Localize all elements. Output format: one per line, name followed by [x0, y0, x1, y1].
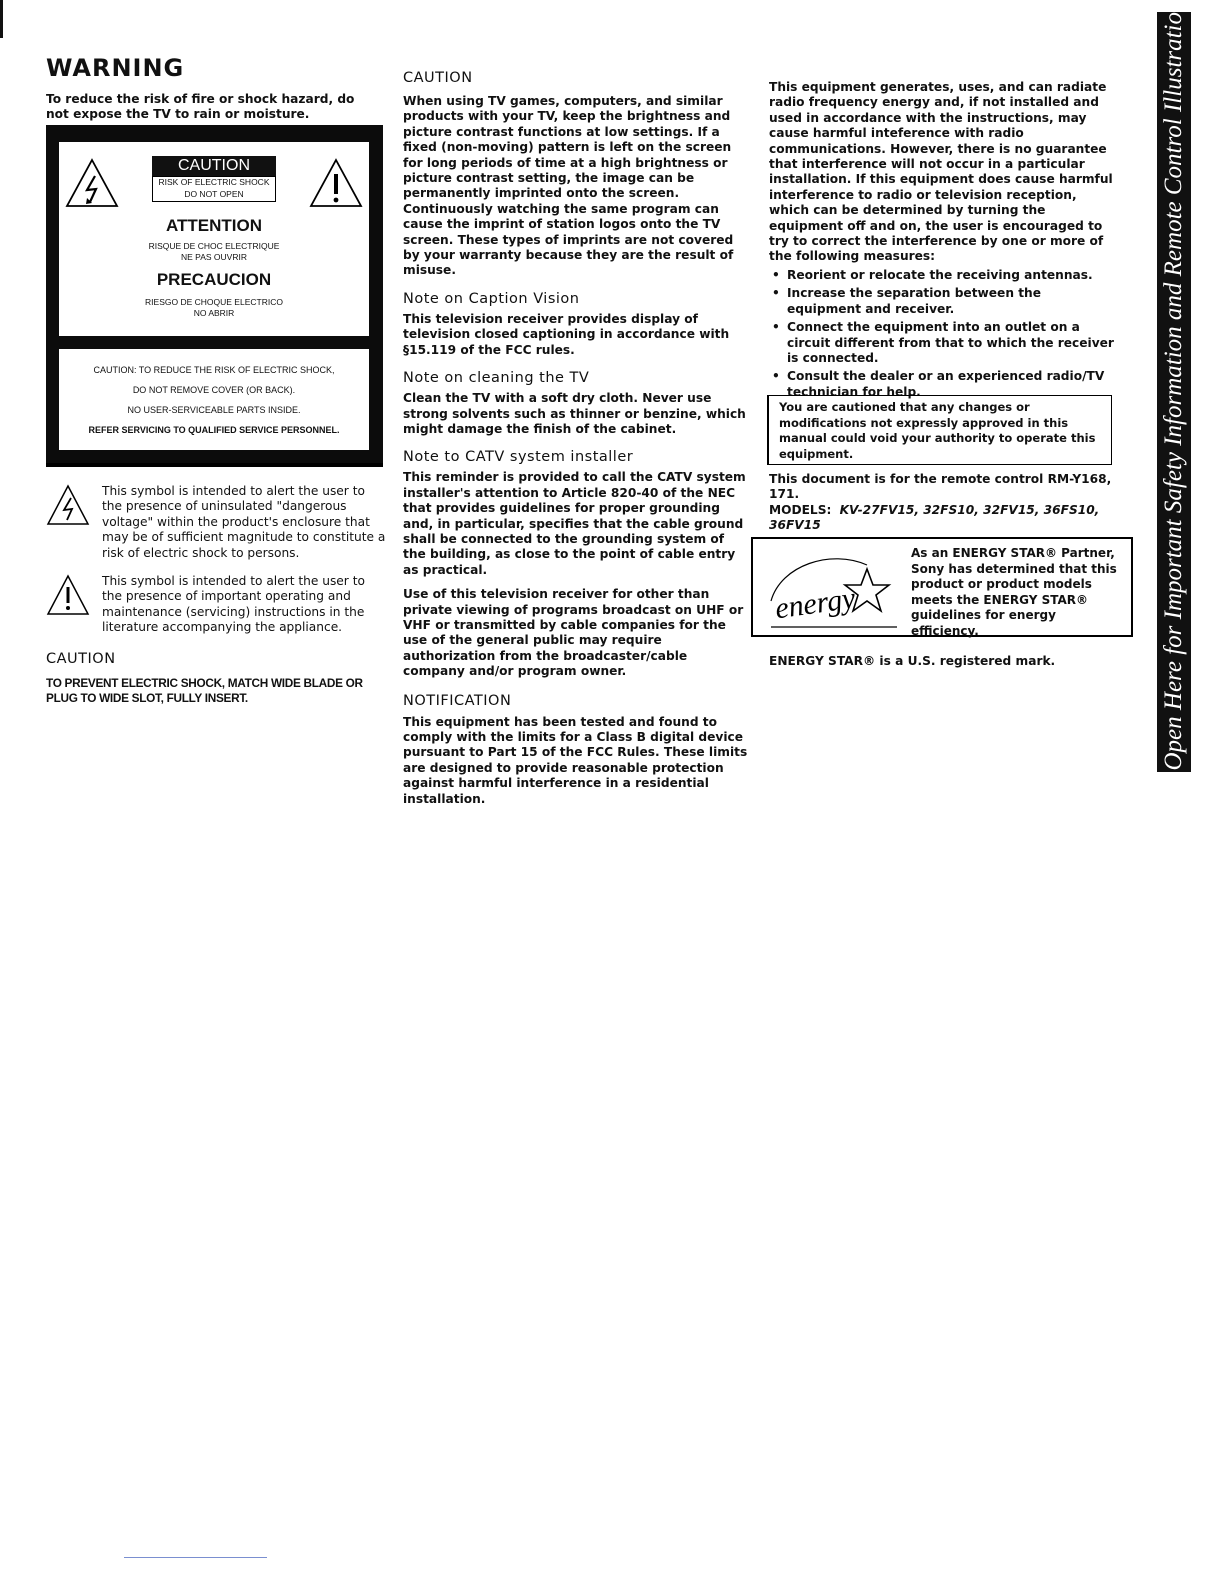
column-2	[403, 70, 748, 807]
fcc-notice-text: You are cautioned that any changes or modifications not expressly approved in this manual could void your authority to operate this equipment.	[779, 400, 1096, 461]
caution-plug-text: TO PREVENT ELECTRIC SHOCK, MATCH WIDE BLADE OR PLUG TO WIDE SLOT, FULLY INSERT.	[46, 676, 363, 706]
lower-line-1: CAUTION: TO REDUCE THE RISK OF ELECTRIC SHOCK,	[93, 365, 335, 375]
shock-symbol-note	[46, 484, 386, 561]
list-item: • Connect the equipment into an outlet on a circuit different from that to which the receiver is connected.	[769, 320, 1114, 366]
notification-title: NOTIFICATION	[403, 692, 512, 709]
precaucion-line-2: NO ABRIR	[193, 308, 235, 318]
notification-text: This equipment has been tested and found to comply with the limits for a Class B digital device pursuant to Part 15 of the FCC Rules. These limits are designed to provide reasonable protection against harmful interference in a residential installation.	[403, 714, 748, 806]
exclamation-warning-icon	[309, 158, 363, 208]
interference-intro: This equipment generates, uses, and can radiate radio frequency energy and, if not installed and used in accordance with the instructions, may cause harmful inteference with radio communications. However, there is no guarantee that interference will not occur in a particular installation. If this equipment does cause harmful interference to radio or television reception, which can be determined by turning the equipment off and on, the user is encouraged to try to correct the interference by one or more of the following measures:	[769, 80, 1113, 264]
precaucion-line-1: RIESGO DE CHOQUE ELECTRICO	[145, 297, 283, 307]
list-item: • Consult the dealer or an experienced radio/TV technician for help.	[769, 369, 1114, 400]
risk-of-shock-label	[152, 176, 276, 202]
caution-label-upper	[59, 142, 369, 336]
cleaning-title: Note on cleaning the TV	[403, 370, 590, 387]
catv-text-1: This reminder is provided to call the CATV system installer's attention to Article 820-40 of the NEC that provides guidelines for proper grounding and, in particular, specifies that the cable ground shall be connected to the grounding system of the building, as close to the point of cable entry as practical.	[403, 470, 746, 577]
models-label: MODELS:	[769, 503, 832, 517]
models-line	[769, 503, 1129, 534]
lower-line-4: REFER SERVICING TO QUALIFIED SERVICE PERSONNEL.	[88, 425, 340, 435]
energy-logo-word: energy	[773, 581, 858, 626]
lower-line-2: DO NOT REMOVE COVER (OR BACK).	[132, 385, 296, 395]
fcc-notice-box	[767, 395, 1112, 465]
energy-star-text: As an ENERGY STAR® Partner, Sony has determined that this product or product models meets the ENERGY STAR® guidelines for energy efficiency.	[911, 546, 1117, 638]
remote-control-note: This document is for the remote control RM-Y168, 171.	[769, 472, 1112, 502]
lower-line-3: NO USER-SERVICEABLE PARTS INSIDE.	[127, 405, 301, 415]
list-item: • Increase the separation between the equipment and receiver.	[769, 286, 1114, 317]
warning-title: WARNING	[46, 54, 185, 82]
attention-line-2: NE PAS OUVRIR	[181, 252, 247, 262]
exclamation-warning-icon	[46, 574, 90, 616]
energy-star-logo	[761, 545, 901, 633]
caption-vision-title: Note on Caption Vision	[403, 290, 580, 307]
cleaning-text: Clean the TV with a soft dry cloth. Never use strong solvents such as thinner or benzine, which might damage the finish of the cabinet.	[403, 391, 746, 436]
footer-rule	[124, 1557, 267, 1558]
caution-label-lower	[59, 349, 369, 450]
caution-text: When using TV games, computers, and similar products with your TV, keep the brightness and picture contrast functions at low settings. If a fixed (non-moving) pattern is left on the screen for long periods of time at a high brightness or picture contrast setting, the image can be permanently imprinted onto the screen. Continuously watching the same program can cause the imprint of station logos onto the TV screen. These types of imprints are not covered by your warranty because they are the result of misuse.	[403, 94, 734, 278]
attention-title: ATTENTION	[165, 216, 262, 235]
measures-list	[769, 268, 1114, 400]
column-3	[769, 80, 1114, 403]
risk-line-2: DO NOT OPEN	[184, 188, 244, 199]
models-value: KV-27FV15, 32FS10, 32FV15, 36FS10, 36FV15	[769, 503, 1100, 533]
box-bottom-rule	[46, 463, 383, 467]
catv-text-2: Use of this television receiver for other than private viewing of programs broadcast on UHF or VHF or transmitted by cable companies for the use of the general public may require authorization from the broadcaster/cable company and/or program owner.	[403, 587, 744, 679]
caption-vision-text: This television receiver provides display of television closed captioning in accordance with §15.119 of the FCC rules.	[403, 311, 730, 357]
energy-star-box	[751, 537, 1133, 637]
caution-title: CAUTION	[403, 70, 473, 86]
page-edge-mark	[0, 0, 3, 38]
warning-text: To reduce the risk of fire or shock hazard, do not expose the TV to rain or moisture.	[46, 92, 355, 122]
shock-symbol-text: This symbol is intended to alert the user to the presence of uninsulated "dangerous voltage" within the product's enclosure that may be of sufficient magnitude to constitute a risk of electric shock to persons.	[102, 484, 386, 560]
caution-label-text	[59, 360, 369, 440]
lightning-warning-icon	[65, 158, 119, 208]
caution-banner: CAUTION	[152, 156, 276, 176]
precaucion-title: PRECAUCION	[156, 270, 272, 289]
exclamation-symbol-text: This symbol is intended to alert the user to the presence of important operating and maintenance (servicing) instructions in the literature accompanying the appliance.	[102, 574, 365, 635]
exclamation-symbol-note	[46, 574, 386, 636]
attention-line-1: RISQUE DE CHOC ELECTRIQUE	[148, 241, 280, 251]
caution-label-box	[46, 125, 383, 467]
energy-star-mark: ENERGY STAR® is a U.S. registered mark.	[769, 654, 1056, 668]
side-tab-text: Open Here for Important Safety Information and Remote Control Illustratio	[1160, 12, 1187, 771]
caution-plug-title: CAUTION	[46, 651, 116, 667]
catv-title: Note to CATV system installer	[403, 449, 634, 466]
list-item: • Reorient or relocate the receiving antennas.	[769, 268, 1114, 283]
risk-line-1: RISK OF ELECTRIC SHOCK	[158, 177, 270, 187]
lightning-warning-icon	[46, 484, 90, 526]
